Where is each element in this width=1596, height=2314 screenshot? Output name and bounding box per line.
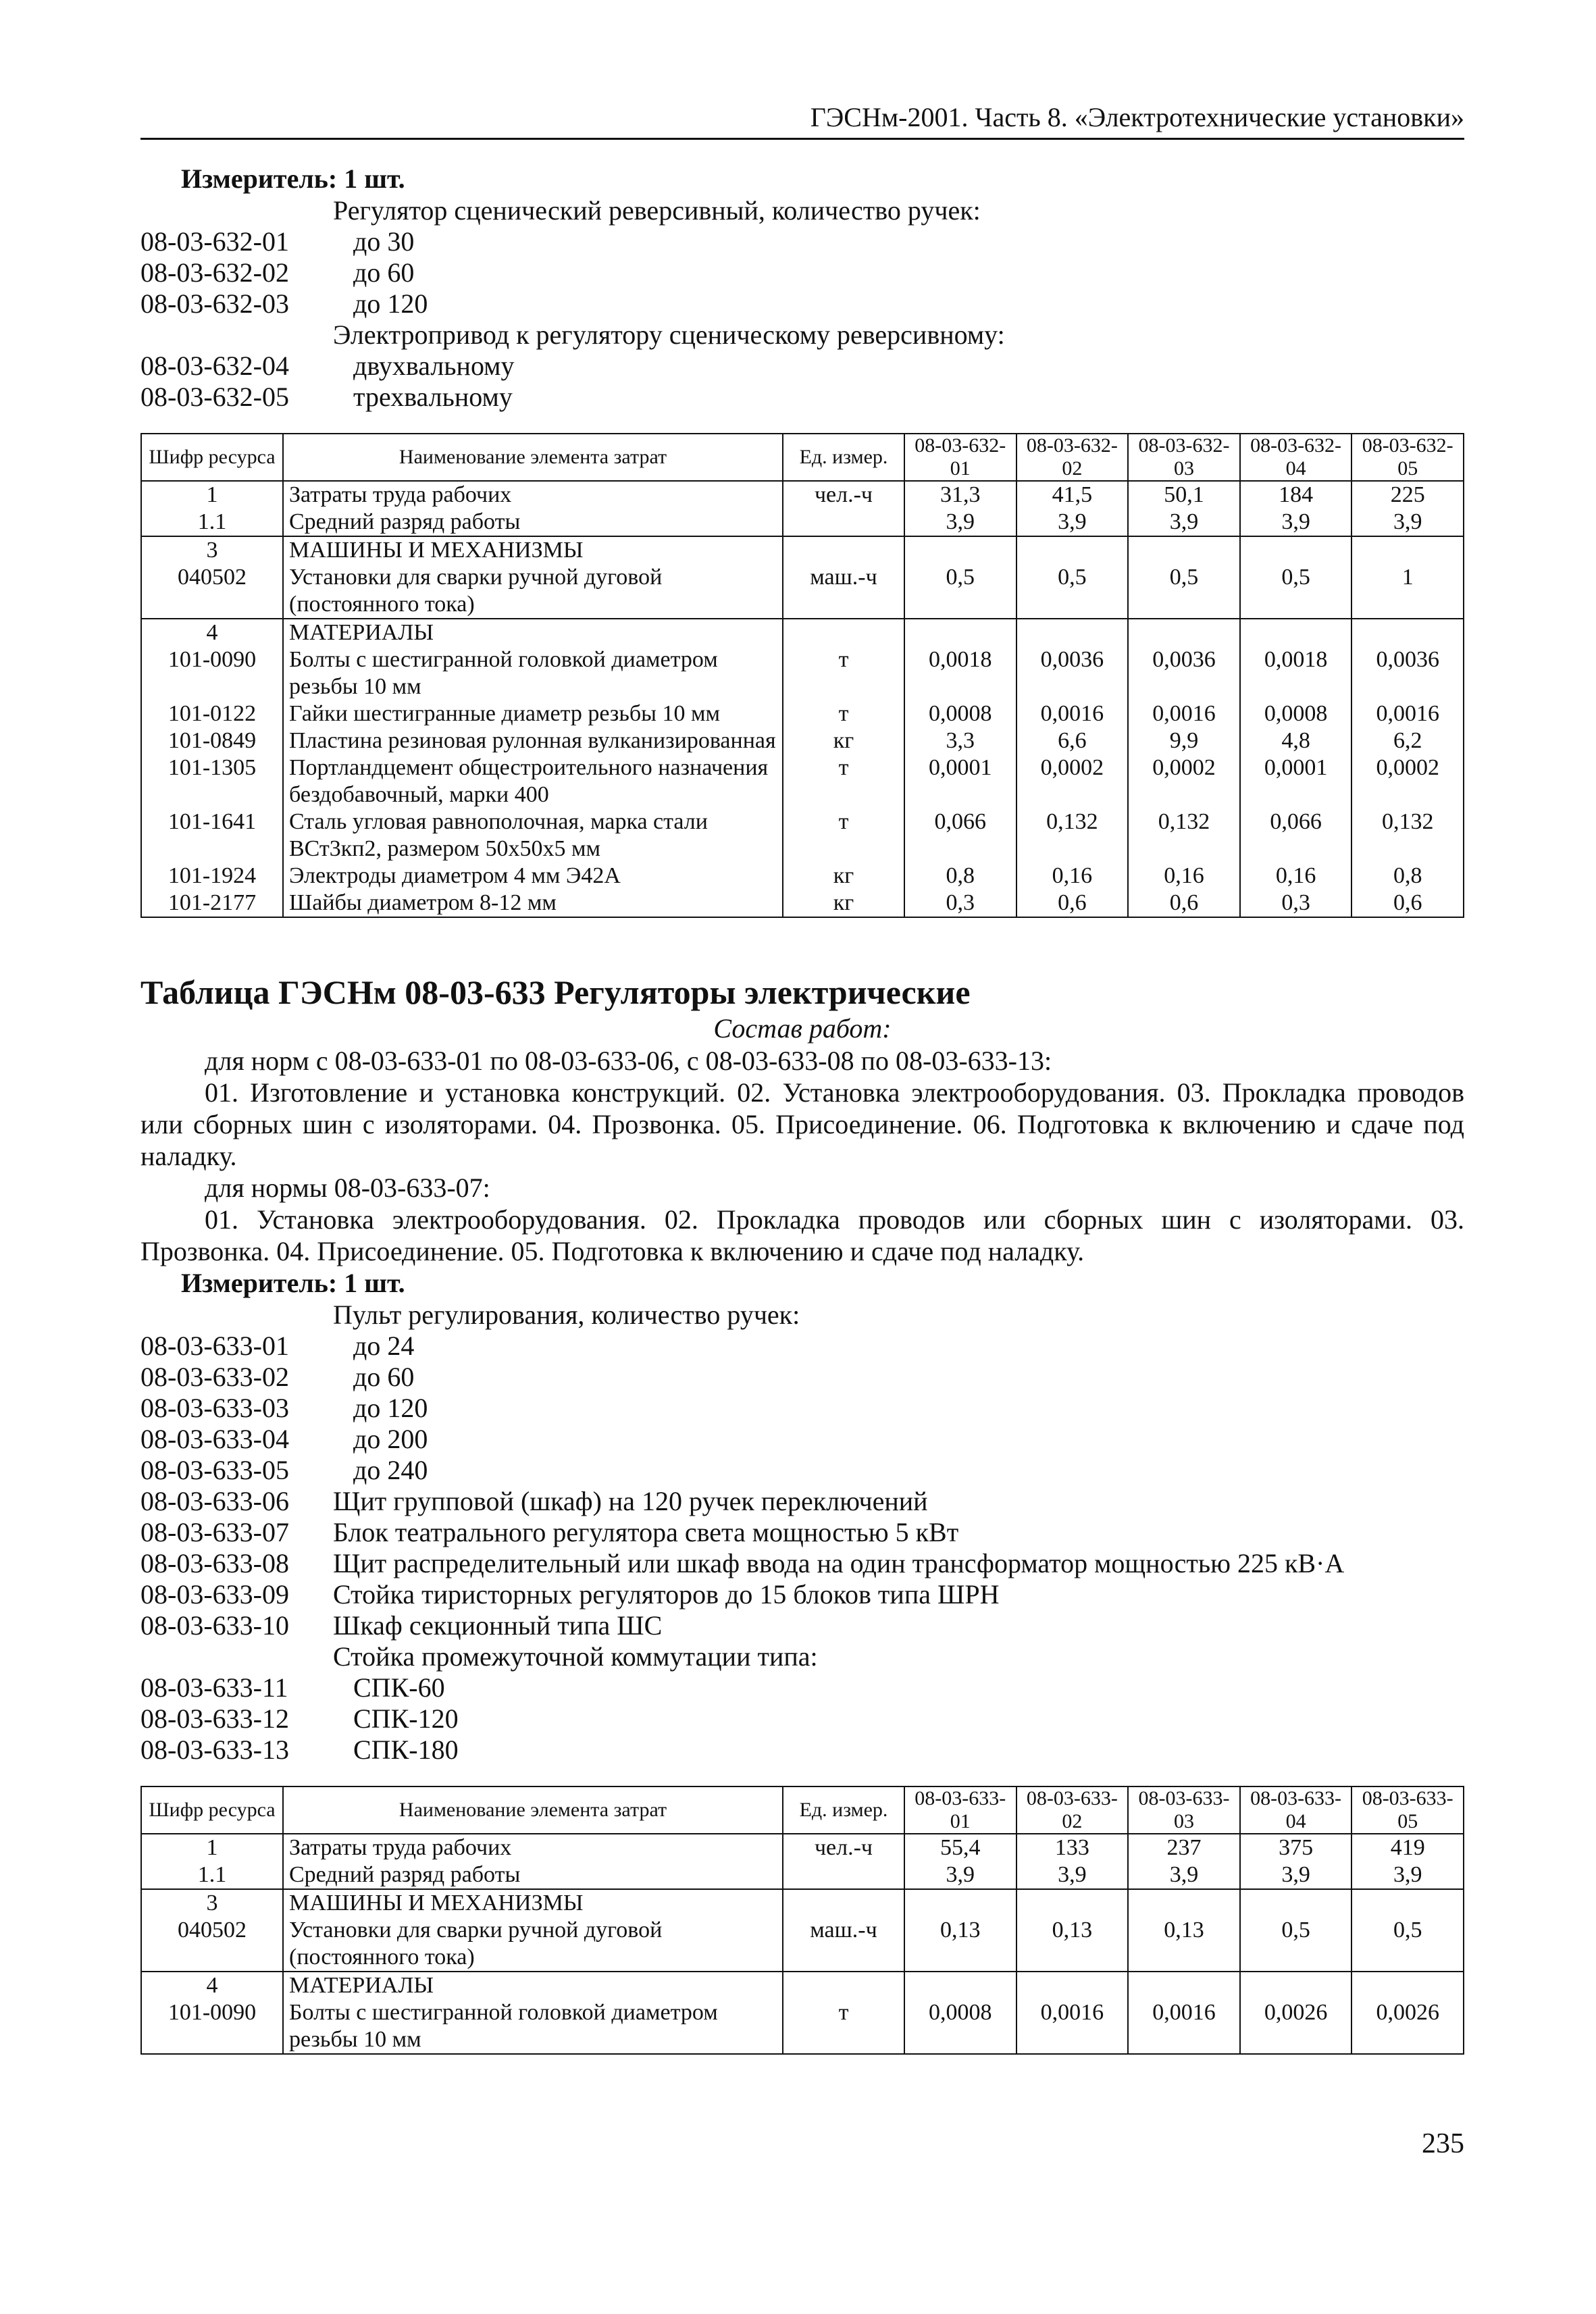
table-row — [141, 1861, 1464, 1889]
value-cell: 4,8 — [1240, 727, 1352, 754]
norm-code: 08-03-632-04 — [140, 351, 289, 381]
resource-code-cell: 101-0849 — [141, 727, 283, 754]
value-cell — [1016, 1889, 1129, 1917]
page-number: 235 — [1422, 2128, 1464, 2159]
column-header: 08-03-633-04 — [1240, 1786, 1352, 1834]
list-item — [140, 1703, 1464, 1734]
value-cell: 0,0016 — [1352, 700, 1464, 727]
value-cell: 50,1 — [1128, 481, 1240, 509]
column-header: 08-03-633-03 — [1128, 1786, 1240, 1834]
value-cell: 0,0016 — [1016, 700, 1129, 727]
column-header: Наименование элемента затрат — [283, 434, 783, 481]
value-cell: 0,132 — [1128, 808, 1240, 863]
value-cell: 3,9 — [1352, 1861, 1464, 1889]
norm-code: 08-03-633-07 — [140, 1517, 289, 1547]
norm-code: 08-03-633-02 — [140, 1362, 289, 1392]
value-cell — [1016, 536, 1129, 564]
unit-cell: т — [783, 700, 904, 727]
list-item — [140, 226, 1464, 257]
norm-description: до 120 — [353, 288, 428, 319]
value-cell — [1128, 1889, 1240, 1917]
value-cell: 0,0016 — [1128, 1999, 1240, 2054]
list-item — [140, 288, 1464, 319]
value-cell: 0,6 — [1016, 890, 1129, 917]
value-cell: 0,6 — [1128, 890, 1240, 917]
value-cell — [1128, 536, 1240, 564]
cost-element-cell: Шайбы диаметром 8-12 мм — [283, 890, 783, 917]
norm-code: 08-03-633-01 — [140, 1331, 289, 1361]
value-cell: 0,132 — [1352, 808, 1464, 863]
norm-description: Блок театрального регулятора света мощностью 5 кВт — [333, 1517, 959, 1547]
value-cell: 0,0002 — [1128, 754, 1240, 808]
value-cell: 375 — [1240, 1834, 1352, 1861]
value-cell: 184 — [1240, 481, 1352, 509]
resource-code-cell: 1.1 — [141, 1861, 283, 1889]
list-item — [140, 1331, 1464, 1362]
value-cell: 225 — [1352, 481, 1464, 509]
norm-description: Шкаф секционный типа ШС — [333, 1610, 663, 1641]
unit-cell: маш.-ч — [783, 1917, 904, 1972]
value-cell: 0,5 — [1128, 564, 1240, 619]
list-item — [140, 382, 1464, 413]
value-cell — [1240, 536, 1352, 564]
value-cell: 0,066 — [1240, 808, 1352, 863]
value-cell: 3,9 — [1128, 509, 1240, 536]
value-cell — [904, 536, 1016, 564]
norm-description: Пульт регулирования, количество ручек: — [333, 1300, 800, 1330]
value-cell — [1352, 1972, 1464, 1999]
list-item — [140, 1362, 1464, 1393]
column-header: 08-03-633-01 — [904, 1786, 1016, 1834]
value-cell: 3,9 — [1016, 509, 1129, 536]
cost-element-cell: Затраты труда рабочих — [283, 481, 783, 509]
unit-cell: т — [783, 754, 904, 808]
column-header: Шифр ресурса — [141, 1786, 283, 1834]
value-cell: 6,6 — [1016, 727, 1129, 754]
cost-element-cell: Болты с шестигранной головкой диаметром резьбы 10 мм — [283, 1999, 783, 2054]
value-cell: 0,5 — [904, 564, 1016, 619]
works-list-a: 01. Изготовление и установка конструкций. 02. Установка электрооборудования. 03. Прокладка проводов или сборных шин с изоляторами. 04. Прозвонка. 05. Присоединение. 06. Подготовка к включению и сдаче под наладку. — [140, 1077, 1464, 1171]
list-item — [140, 1455, 1464, 1486]
column-header: 08-03-632-04 — [1240, 434, 1352, 481]
table-row — [141, 863, 1464, 890]
unit-cell — [783, 1889, 904, 1917]
list-item — [140, 1579, 1464, 1610]
value-cell — [1128, 619, 1240, 646]
list-item — [140, 1300, 1464, 1331]
works-list-b: 01. Установка электрооборудования. 02. Прокладка проводов или сборных шин с изоляторами. 03. Прозвонка. 04. Присоединение. 05. Подготовка к включению и сдаче под наладку. — [140, 1204, 1464, 1266]
resource-code-cell: 101-1641 — [141, 808, 283, 863]
value-cell: 0,0036 — [1128, 646, 1240, 700]
table-row — [141, 646, 1464, 700]
value-cell: 0,6 — [1352, 890, 1464, 917]
value-cell: 3,9 — [904, 509, 1016, 536]
list-item — [140, 1610, 1464, 1641]
page — [140, 101, 1464, 2055]
list-item — [140, 257, 1464, 288]
value-cell — [1240, 1889, 1352, 1917]
list-item — [140, 195, 1464, 226]
table-row — [141, 754, 1464, 808]
cost-element-cell: МАШИНЫ И МЕХАНИЗМЫ — [283, 1889, 783, 1917]
list-item — [140, 1548, 1464, 1579]
value-cell: 0,0002 — [1352, 754, 1464, 808]
column-header: 08-03-633-02 — [1016, 1786, 1129, 1834]
resource-code-cell: 040502 — [141, 564, 283, 619]
cost-element-cell: Портландцемент общестроительного назначения бездобавочный, марки 400 — [283, 754, 783, 808]
column-header: Наименование элемента затрат — [283, 1786, 783, 1834]
cost-element-cell: МАТЕРИАЛЫ — [283, 1972, 783, 1999]
value-cell: 55,4 — [904, 1834, 1016, 1861]
running-header: ГЭСНм-2001. Часть 8. «Электротехнические установки» — [140, 101, 1464, 140]
list-item — [140, 1734, 1464, 1766]
section-title-633: Таблица ГЭСНм 08-03-633 Регуляторы электрические — [140, 973, 971, 1011]
value-cell: 0,0008 — [904, 700, 1016, 727]
cost-element-cell: Средний разряд работы — [283, 1861, 783, 1889]
resource-code-cell: 1.1 — [141, 509, 283, 536]
norm-description: СПК-180 — [353, 1734, 459, 1765]
resource-code-cell: 101-2177 — [141, 890, 283, 917]
cost-element-cell: Пластина резиновая рулонная вулканизированная — [283, 727, 783, 754]
list-item — [140, 319, 1464, 351]
unit-cell: чел.-ч — [783, 481, 904, 509]
norm-description: двухвальному — [353, 351, 515, 381]
table-row — [141, 509, 1464, 536]
unit-cell: маш.-ч — [783, 564, 904, 619]
column-header: 08-03-632-03 — [1128, 434, 1240, 481]
resource-code-cell: 3 — [141, 536, 283, 564]
resource-code-cell: 101-0090 — [141, 1999, 283, 2054]
norm-description: до 200 — [353, 1424, 428, 1454]
value-cell: 0,5 — [1240, 1917, 1352, 1972]
norm-code: 08-03-632-01 — [140, 226, 289, 257]
column-header: 08-03-633-05 — [1352, 1786, 1464, 1834]
unit-cell: т — [783, 808, 904, 863]
norms-table-633 — [140, 1786, 1464, 2055]
value-cell: 0,13 — [1128, 1917, 1240, 1972]
value-cell: 0,0018 — [904, 646, 1016, 700]
value-cell: 0,13 — [1016, 1917, 1129, 1972]
value-cell — [1352, 536, 1464, 564]
resource-code-cell: 1 — [141, 1834, 283, 1861]
norm-code: 08-03-633-12 — [140, 1703, 289, 1734]
list-item — [140, 351, 1464, 382]
table-row — [141, 1834, 1464, 1861]
value-cell — [904, 1972, 1016, 1999]
value-cell: 0,16 — [1240, 863, 1352, 890]
item-list-633 — [140, 1300, 1464, 1766]
resource-code-cell: 4 — [141, 619, 283, 646]
norm-code: 08-03-632-02 — [140, 257, 289, 288]
value-cell — [1352, 619, 1464, 646]
norm-code — [140, 1300, 333, 1331]
value-cell — [1240, 619, 1352, 646]
value-cell: 0,8 — [1352, 863, 1464, 890]
value-cell: 0,0026 — [1352, 1999, 1464, 2054]
cost-element-cell: МАШИНЫ И МЕХАНИЗМЫ — [283, 536, 783, 564]
norm-description: Электропривод к регулятору сценическому реверсивному: — [333, 319, 1005, 350]
value-cell: 6,2 — [1352, 727, 1464, 754]
value-cell: 0,5 — [1352, 1917, 1464, 1972]
unit-cell: т — [783, 1999, 904, 2054]
value-cell: 3,9 — [1240, 509, 1352, 536]
norm-code — [140, 319, 333, 351]
norm-code: 08-03-633-13 — [140, 1734, 289, 1765]
norm-code: 08-03-633-03 — [140, 1393, 289, 1423]
list-item — [140, 1393, 1464, 1424]
value-cell: 3,9 — [1240, 1861, 1352, 1889]
unit-cell — [783, 1861, 904, 1889]
value-cell: 0,5 — [1240, 564, 1352, 619]
value-cell: 0,3 — [904, 890, 1016, 917]
norm-description: до 60 — [353, 1362, 415, 1392]
value-cell — [1352, 1889, 1464, 1917]
norm-code: 08-03-633-04 — [140, 1424, 289, 1454]
meter-1: Измеритель: 1 шт. — [181, 163, 405, 194]
column-header: Ед. измер. — [783, 1786, 904, 1834]
norm-code: 08-03-633-05 — [140, 1455, 289, 1485]
value-cell: 0,0016 — [1128, 700, 1240, 727]
value-cell: 0,8 — [904, 863, 1016, 890]
value-cell: 133 — [1016, 1834, 1129, 1861]
value-cell: 9,9 — [1128, 727, 1240, 754]
resource-code-cell: 101-0090 — [141, 646, 283, 700]
value-cell: 0,0016 — [1016, 1999, 1129, 2054]
column-header: 08-03-632-02 — [1016, 434, 1129, 481]
table-row — [141, 536, 1464, 564]
column-header: 08-03-632-05 — [1352, 434, 1464, 481]
cost-element-cell: Электроды диаметром 4 мм Э42А — [283, 863, 783, 890]
value-cell: 41,5 — [1016, 481, 1129, 509]
value-cell — [1016, 619, 1129, 646]
table-row — [141, 890, 1464, 917]
norm-code: 08-03-633-10 — [140, 1610, 289, 1641]
value-cell — [904, 1889, 1016, 1917]
resource-code-cell: 3 — [141, 1889, 283, 1917]
unit-cell — [783, 509, 904, 536]
unit-cell: кг — [783, 863, 904, 890]
norm-code — [140, 1641, 333, 1672]
norm-description: Стойка промежуточной коммутации типа: — [333, 1641, 818, 1672]
table-row — [141, 700, 1464, 727]
value-cell: 1 — [1352, 564, 1464, 619]
norm-description: СПК-60 — [353, 1672, 445, 1703]
list-item — [140, 1641, 1464, 1672]
value-cell: 3,9 — [1352, 509, 1464, 536]
unit-cell — [783, 619, 904, 646]
value-cell: 0,132 — [1016, 808, 1129, 863]
value-cell: 3,3 — [904, 727, 1016, 754]
composition-heading: Состав работ: — [713, 1013, 892, 1044]
value-cell: 0,0001 — [1240, 754, 1352, 808]
cost-element-cell: Сталь угловая равнополочная, марка стали ВСт3кп2, размером 50х50х5 мм — [283, 808, 783, 863]
value-cell: 419 — [1352, 1834, 1464, 1861]
norm-description: Регулятор сценический реверсивный, количество ручек: — [333, 195, 981, 226]
norm-code: 08-03-633-08 — [140, 1548, 289, 1578]
norm-description: до 240 — [353, 1455, 428, 1485]
value-cell: 0,5 — [1016, 564, 1129, 619]
norm-description: СПК-120 — [353, 1703, 459, 1734]
resource-code-cell: 040502 — [141, 1917, 283, 1972]
table-row — [141, 808, 1464, 863]
cost-element-cell: Затраты труда рабочих — [283, 1834, 783, 1861]
cost-element-cell: Гайки шестигранные диаметр резьбы 10 мм — [283, 700, 783, 727]
norm-description: до 60 — [353, 257, 415, 288]
cost-element-cell: Болты с шестигранной головкой диаметром резьбы 10 мм — [283, 646, 783, 700]
value-cell: 0,0008 — [1240, 700, 1352, 727]
cost-element-cell: Средний разряд работы — [283, 509, 783, 536]
item-list-632 — [140, 195, 1464, 413]
table-row — [141, 1917, 1464, 1972]
unit-cell — [783, 536, 904, 564]
value-cell: 0,0002 — [1016, 754, 1129, 808]
cost-element-cell: МАТЕРИАЛЫ — [283, 619, 783, 646]
norm-description: Щит групповой (шкаф) на 120 ручек переключений — [333, 1486, 928, 1516]
value-cell — [1240, 1972, 1352, 1999]
table-row — [141, 619, 1464, 646]
list-item — [140, 1672, 1464, 1703]
table-row — [141, 1889, 1464, 1917]
value-cell: 31,3 — [904, 481, 1016, 509]
value-cell — [904, 619, 1016, 646]
value-cell: 0,066 — [904, 808, 1016, 863]
norm-code: 08-03-633-09 — [140, 1579, 289, 1610]
norm-description: трехвальному — [353, 382, 513, 412]
table-row — [141, 1999, 1464, 2054]
value-cell: 0,16 — [1128, 863, 1240, 890]
value-cell: 0,0036 — [1016, 646, 1129, 700]
value-cell: 3,9 — [1128, 1861, 1240, 1889]
list-item — [140, 1517, 1464, 1548]
value-cell: 0,0018 — [1240, 646, 1352, 700]
norm-description: до 120 — [353, 1393, 428, 1423]
value-cell: 0,0026 — [1240, 1999, 1352, 2054]
column-header: 08-03-632-01 — [904, 434, 1016, 481]
norm-code: 08-03-632-05 — [140, 382, 289, 412]
norms-range-a: для норм с 08-03-633-01 по 08-03-633-06, с 08-03-633-08 по 08-03-633-13: — [205, 1046, 1052, 1076]
column-header: Ед. измер. — [783, 434, 904, 481]
value-cell: 0,3 — [1240, 890, 1352, 917]
list-item — [140, 1486, 1464, 1517]
column-header: Шифр ресурса — [141, 434, 283, 481]
resource-code-cell: 4 — [141, 1972, 283, 1999]
norm-description: до 30 — [353, 226, 415, 257]
norm-description: до 24 — [353, 1331, 415, 1361]
table-row — [141, 564, 1464, 619]
value-cell: 0,0036 — [1352, 646, 1464, 700]
unit-cell: кг — [783, 727, 904, 754]
unit-cell: кг — [783, 890, 904, 917]
unit-cell: чел.-ч — [783, 1834, 904, 1861]
unit-cell — [783, 1972, 904, 1999]
norms-range-b: для нормы 08-03-633-07: — [205, 1173, 490, 1203]
table-row — [141, 1972, 1464, 1999]
norm-code: 08-03-633-06 — [140, 1486, 289, 1516]
resource-code-cell: 101-1924 — [141, 863, 283, 890]
value-cell: 0,13 — [904, 1917, 1016, 1972]
value-cell: 0,0001 — [904, 754, 1016, 808]
value-cell: 3,9 — [1016, 1861, 1129, 1889]
norm-description: Щит распределительный или шкаф ввода на один трансформатор мощностью 225 кВ·А — [333, 1548, 1345, 1578]
resource-code-cell: 101-0122 — [141, 700, 283, 727]
table-row — [141, 481, 1464, 509]
value-cell: 0,0008 — [904, 1999, 1016, 2054]
norm-code: 08-03-633-11 — [140, 1672, 288, 1703]
value-cell: 3,9 — [904, 1861, 1016, 1889]
cost-element-cell: Установки для сварки ручной дуговой (постоянного тока) — [283, 564, 783, 619]
value-cell — [1128, 1972, 1240, 1999]
meter-2: Измеритель: 1 шт. — [181, 1268, 405, 1298]
norm-code: 08-03-632-03 — [140, 288, 289, 319]
norm-code — [140, 195, 333, 226]
unit-cell: т — [783, 646, 904, 700]
norm-description: Стойка тиристорных регуляторов до 15 блоков типа ШРН — [333, 1579, 1000, 1610]
table-row — [141, 727, 1464, 754]
cost-element-cell: Установки для сварки ручной дуговой (постоянного тока) — [283, 1917, 783, 1972]
resource-code-cell: 1 — [141, 481, 283, 509]
value-cell — [1016, 1972, 1129, 1999]
norms-table-632 — [140, 433, 1464, 918]
value-cell: 0,16 — [1016, 863, 1129, 890]
list-item — [140, 1424, 1464, 1455]
value-cell: 237 — [1128, 1834, 1240, 1861]
resource-code-cell: 101-1305 — [141, 754, 283, 808]
